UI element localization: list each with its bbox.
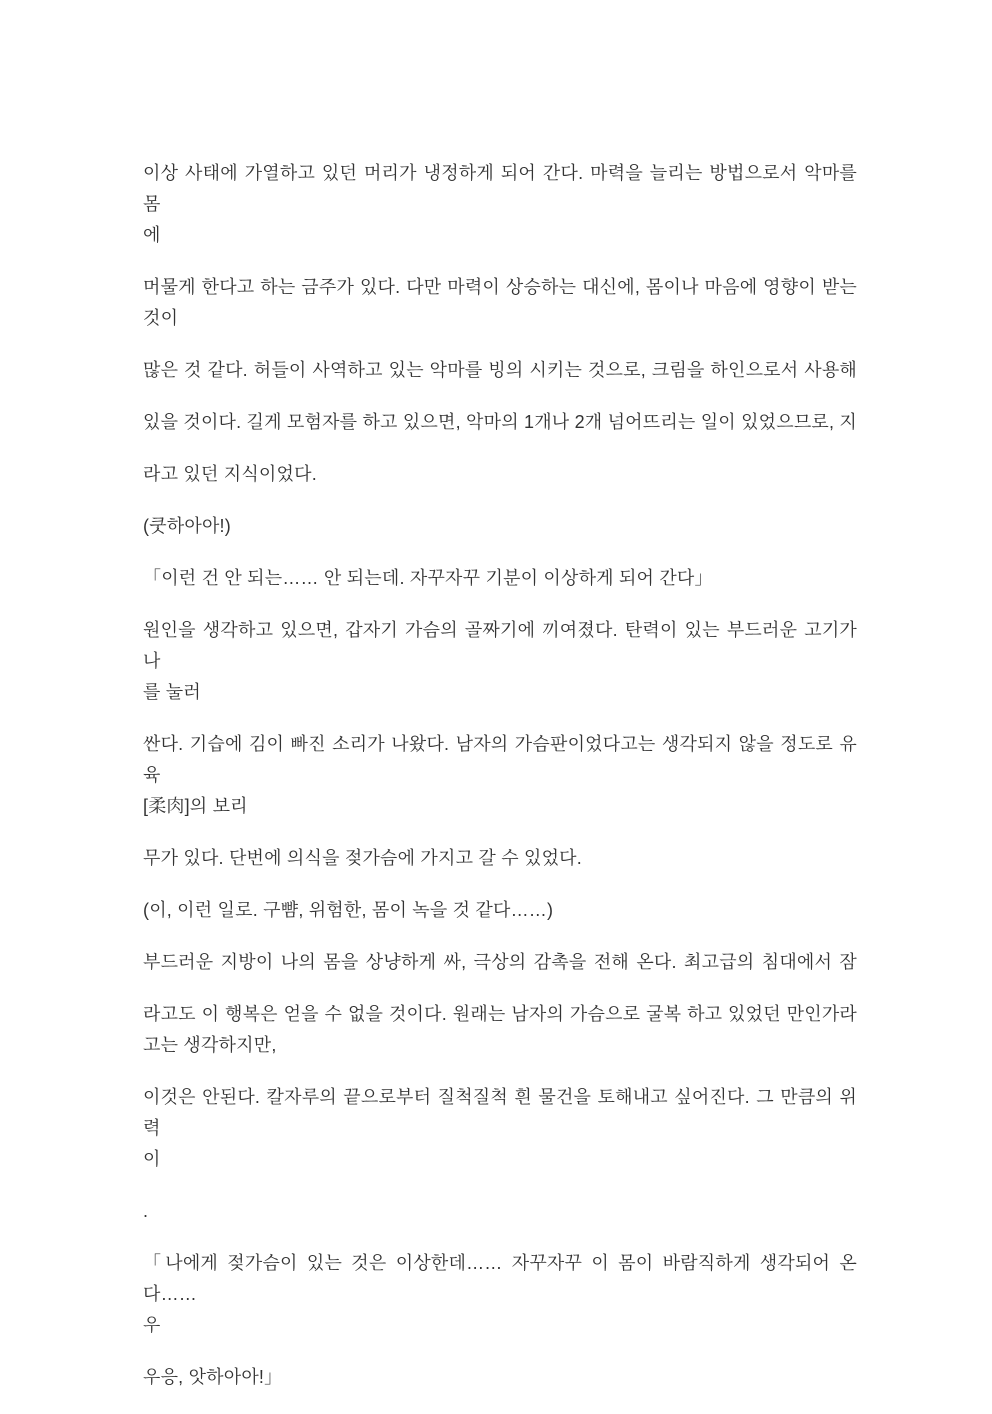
text-line: 것이 — [143, 308, 179, 328]
paragraph — [143, 1248, 857, 1341]
paragraph — [143, 1082, 857, 1175]
paragraph — [143, 999, 857, 1061]
text-line: 원인을 생각하고 있으면, 갑자기 가슴의 골짜기에 끼여졌다. 탄력이 있는 부드러운 고기가 나 — [143, 620, 857, 671]
text-line: 라고도 이 행복은 얻을 수 없을 것이다. 원래는 남자의 가슴으로 굴복 하고 있었던 만인가라 — [143, 1004, 857, 1024]
paragraph — [143, 729, 857, 822]
text-line: 이상 사태에 가열하고 있던 머리가 냉정하게 되어 간다. 마력을 늘리는 방법으로서 악마를 몸 — [143, 163, 857, 214]
text-line: 고는 생각하지만, — [143, 1035, 277, 1055]
text-line: 무가 있다. 단번에 의식을 젖가슴에 가지고 갈 수 있었다. — [143, 848, 582, 868]
text-line: (쿳하아아!) — [143, 516, 231, 536]
paragraph — [143, 1362, 857, 1393]
text-line: 싼다. 기습에 김이 빠진 소리가 나왔다. 남자의 가슴판이었다고는 생각되지 않을 정도로 유육 — [143, 734, 857, 785]
text-line: . — [143, 1201, 149, 1221]
text-line: 부드러운 지방이 나의 몸을 상냥하게 싸, 극상의 감촉을 전해 온다. 최고급의 침대에서 잠 — [143, 952, 857, 972]
text-line: 많은 것 같다. 허들이 사역하고 있는 악마를 빙의 시키는 것으로, 크림을 하인으로서 사용해 — [143, 360, 857, 380]
text-line: 있을 것이다. 길게 모험자를 하고 있으면, 악마의 1개나 2개 넘어뜨리는 일이 있었으므로, 지 — [143, 412, 858, 432]
paragraph — [143, 511, 857, 542]
paragraph — [143, 843, 857, 874]
text-line: 우 — [143, 1315, 161, 1335]
text-line: 를 눌러 — [143, 682, 201, 702]
paragraph — [143, 459, 857, 490]
paragraph — [143, 158, 857, 251]
text-line: 라고 있던 지식이었다. — [143, 464, 317, 484]
text-line: 우응, 앗하아아!」 — [143, 1367, 283, 1387]
paragraph — [143, 272, 857, 334]
text-line: 「이런 건 안 되는…… 안 되는데. 자꾸자꾸 기분이 이상하게 되어 간다」 — [143, 568, 713, 588]
paragraph — [143, 947, 857, 978]
text-line: [柔肉]의 보리 — [143, 796, 248, 816]
text-line: 머물게 한다고 하는 금주가 있다. 다만 마력이 상승하는 대신에, 몸이나 마음에 영향이 받는 — [143, 277, 857, 297]
text-line: 이것은 안된다. 칼자루의 끝으로부터 질척질척 흰 물건을 토해내고 싶어진다. 그 만큼의 위력 — [143, 1087, 857, 1138]
text-line: 에 — [143, 225, 161, 245]
paragraph — [143, 895, 857, 926]
paragraph — [143, 355, 857, 386]
text-line: (이, 이런 일로. 구뺨, 위험한, 몸이 녹을 것 같다……) — [143, 900, 554, 920]
paragraph — [143, 407, 857, 438]
text-line: 이 — [143, 1149, 161, 1169]
text-line: 「나에게 젖가슴이 있는 것은 이상한데…… 자꾸자꾸 이 몸이 바람직하게 생각되어 온다…… — [143, 1253, 857, 1304]
novel-text-page — [143, 158, 857, 1414]
paragraph — [143, 615, 857, 708]
paragraph — [143, 1196, 857, 1227]
paragraph — [143, 563, 857, 594]
